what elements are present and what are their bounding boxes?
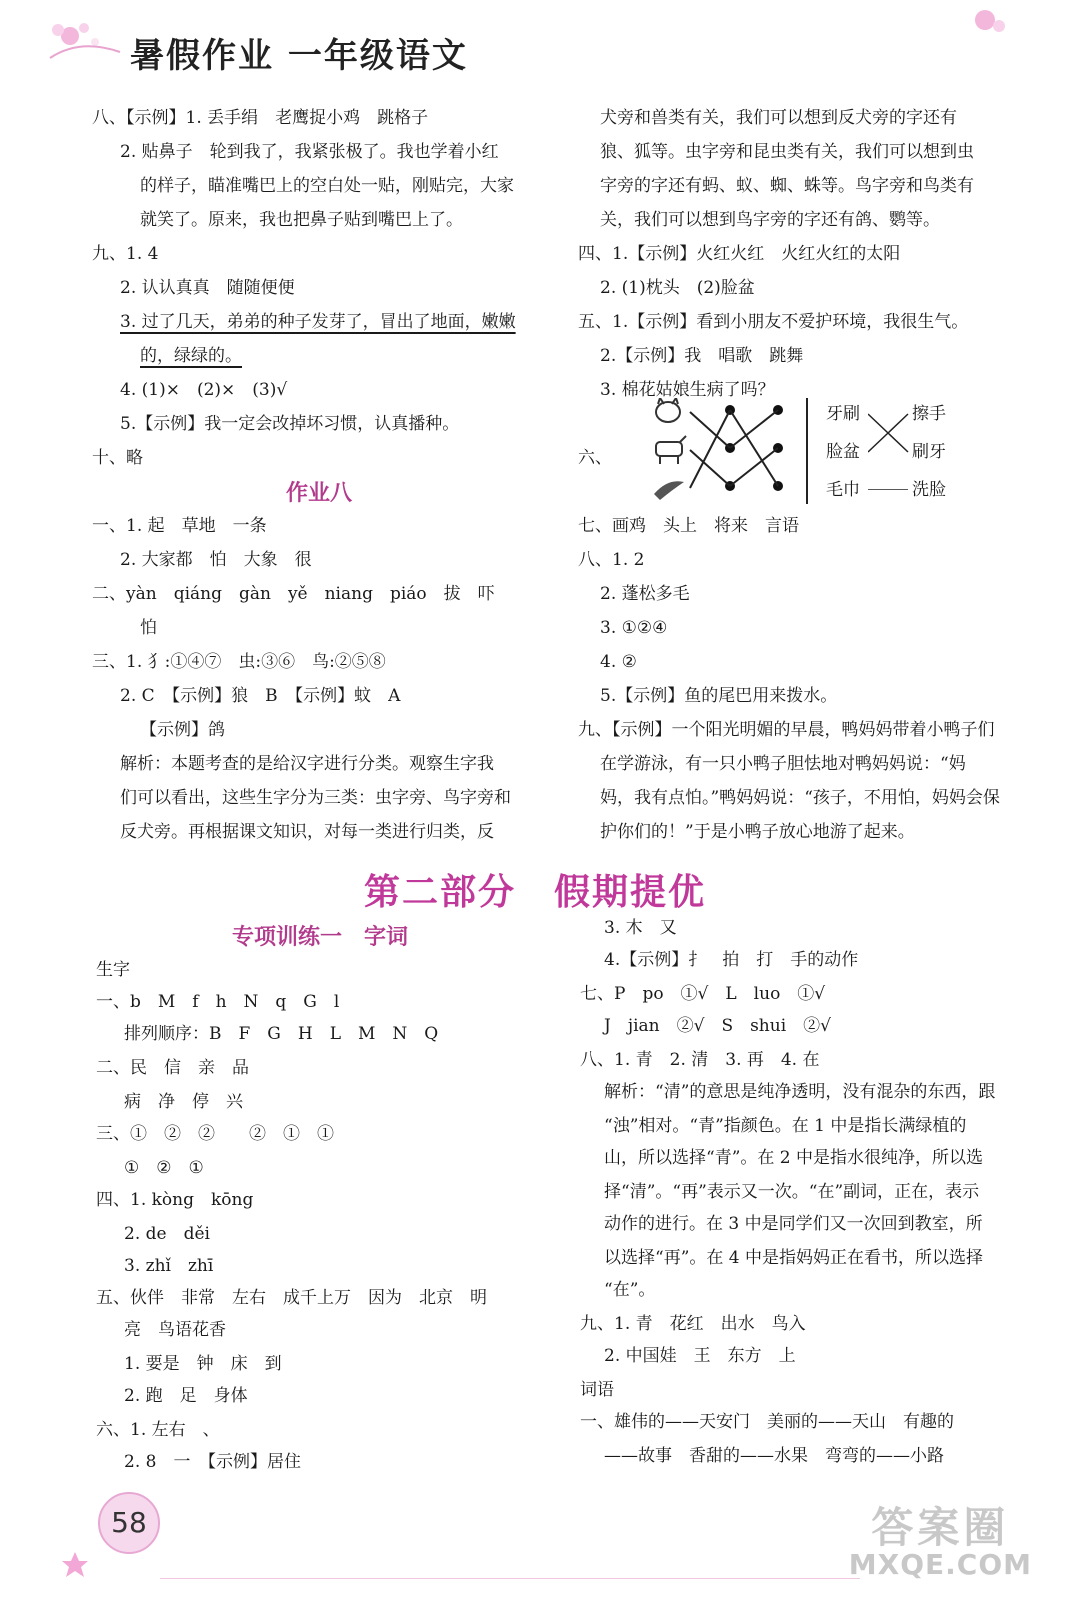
answer-line: 亮 鸟语花香 bbox=[124, 1320, 226, 1340]
answer-line-underlined: 的，绿绿的。 bbox=[140, 346, 242, 366]
answer-line: 二、民 信 亲 品 bbox=[96, 1058, 249, 1078]
answer-line: 六、1. 左右 、 bbox=[96, 1420, 220, 1440]
bird-icon bbox=[654, 481, 684, 500]
answer-line: 护你们的！”于是小鸭子放心地游了起来。 bbox=[600, 822, 915, 842]
answer-line: 2. (1)枕头 (2)脸盆 bbox=[600, 278, 755, 298]
answer-line: 2. de děi bbox=[124, 1224, 210, 1244]
analysis-line: 字旁的字还有蚂、蚁、蜘、蛛等。鸟字旁和鸟类有 bbox=[600, 176, 974, 196]
matching-diagram bbox=[650, 398, 800, 508]
star-decoration-icon bbox=[60, 1550, 90, 1580]
analysis-line: 关，我们可以想到鸟字旁的字还有鸽、鹦等。 bbox=[600, 210, 940, 230]
answer-line: 的样子，瞄准嘴巴上的空白处一贴，刚贴完，大家 bbox=[140, 176, 514, 196]
answer-line: 八、1. 青 2. 清 3. 再 4. 在 bbox=[580, 1050, 820, 1070]
answer-line: 四、1.【示例】火红火红 火红火红的太阳 bbox=[578, 244, 901, 264]
answer-line: 一、雄伟的——天安门 美丽的——天山 有趣的 bbox=[580, 1412, 954, 1432]
match-left-word: 牙刷 bbox=[826, 404, 860, 424]
answer-line: 3. zhǐ zhī bbox=[124, 1256, 214, 1276]
answer-line: 在学游泳，有一只小鸭子胆怯地对鸭妈妈说：“妈 bbox=[600, 754, 966, 774]
section-title-hw8: 作业八 bbox=[286, 480, 353, 506]
analysis-line: 犬旁和兽类有关，我们可以想到反犬旁的字还有 bbox=[600, 108, 957, 128]
answer-line: 2. 中国娃 王 东方 上 bbox=[604, 1346, 796, 1366]
answer-line: 九、1. 青 花红 出水 鸟入 bbox=[580, 1314, 806, 1334]
answer-line: 2. 贴鼻子 轮到我了，我紧张极了。我也学着小红 bbox=[120, 142, 499, 162]
analysis-line: 反犬旁。再根据课文知识，对每一类进行归类，反 bbox=[120, 822, 494, 842]
answer-line: 5.【示例】我一定会改掉坏习惯，认真播种。 bbox=[120, 414, 460, 434]
answer-line: 三、1. 犭:①④⑦ 虫:③⑥ 鸟:②⑤⑧ bbox=[92, 652, 386, 672]
answer-line: 九、1. 4 bbox=[92, 244, 159, 264]
answer-line: 三、① ② ② ② ① ① bbox=[96, 1124, 334, 1144]
answer-line: 病 净 停 兴 bbox=[124, 1092, 243, 1112]
match-right-word: 擦手 bbox=[912, 404, 946, 424]
answer-line: 2. C 【示例】狼 B 【示例】蚊 A bbox=[120, 686, 401, 706]
answer-line: 2. 蓬松多毛 bbox=[600, 584, 690, 604]
watermark bbox=[848, 1503, 1032, 1581]
answer-line: 一、b M f h N q G l bbox=[96, 992, 340, 1012]
watermark-text: 答案圈 bbox=[871, 1503, 1010, 1552]
analysis-line: 狼、狐等。虫字旁和昆虫类有关，我们可以想到虫 bbox=[600, 142, 974, 162]
header-corner-decoration bbox=[955, 4, 1015, 44]
analysis-line: 解析：“清”的意思是纯净透明，没有混杂的东西，跟 bbox=[604, 1082, 996, 1102]
answer-line: 妈，我有点怕。”鸭妈妈说：“孩子，不用怕，妈妈会保 bbox=[600, 788, 1000, 808]
analysis-line: 择“清”。“再”表示又一次。“在”副词，正在，表示 bbox=[604, 1182, 980, 1202]
part-two-title: 第二部分 假期提优 bbox=[363, 871, 706, 913]
answer-line: 4. (1)× (2)× (3)√ bbox=[120, 380, 288, 400]
footer-divider bbox=[160, 1578, 860, 1579]
answer-line: 一、1. 起 草地 一条 bbox=[92, 516, 267, 536]
answer-line: 五、伙伴 非常 左右 成千上万 因为 北京 明 bbox=[96, 1288, 487, 1308]
answer-line: 3. ①②④ bbox=[600, 618, 668, 638]
answer-line: 十、略 bbox=[92, 448, 143, 468]
watermark-url: MXQE.COM bbox=[848, 1548, 1032, 1581]
answer-line: 怕 bbox=[140, 618, 157, 638]
analysis-line: 解析：本题考查的是给汉字进行分类。观察生字我 bbox=[120, 754, 494, 774]
match-left-word: 脸盆 bbox=[826, 442, 860, 462]
match-right-word: 洗脸 bbox=[912, 480, 946, 500]
analysis-line: 山，所以选择“青”。在 2 中是指水很纯净，所以选 bbox=[604, 1148, 984, 1168]
match-left-word: 毛巾 bbox=[826, 480, 860, 500]
answer-line: 4.【示例】扌 拍 打 手的动作 bbox=[604, 950, 859, 970]
answer-line: 八、1. 2 bbox=[578, 550, 645, 570]
cow-icon bbox=[656, 436, 686, 464]
analysis-line: 动作的进行。在 3 中是同学们又一次回到教室，所 bbox=[604, 1214, 983, 1234]
answer-line: 3. 棉花姑娘生病了吗？ bbox=[600, 380, 775, 400]
answer-line: 2.【示例】我 唱歌 跳舞 bbox=[600, 346, 804, 366]
cat-icon bbox=[656, 398, 680, 422]
section-title-special: 专项训练一 字词 bbox=[232, 924, 409, 950]
match-word-lines bbox=[868, 410, 912, 490]
answer-line: 排列顺序：B F G H L M N Q bbox=[124, 1024, 439, 1044]
answer-line: 5.【示例】鱼的尾巴用来拨水。 bbox=[600, 686, 838, 706]
subheading: 生字 bbox=[96, 960, 130, 980]
subheading: 词语 bbox=[580, 1380, 614, 1400]
match-label: 六、 bbox=[578, 448, 612, 468]
answer-line: 2. 8 一 【示例】居住 bbox=[124, 1452, 301, 1472]
analysis-line: “浊”相对。“青”指颜色。在 1 中是指长满绿植的 bbox=[604, 1116, 967, 1136]
answer-line: 4. ② bbox=[600, 652, 637, 672]
answer-line: 2. 跑 足 身体 bbox=[124, 1386, 248, 1406]
analysis-line: 以选择“再”。在 4 中是指妈妈正在看书，所以选择 bbox=[604, 1248, 984, 1268]
answer-line: 【示例】鸽 bbox=[140, 720, 225, 740]
answer-line: 五、1.【示例】看到小朋友不爱护环境，我很生气。 bbox=[578, 312, 969, 332]
header-flower-decoration bbox=[40, 8, 130, 68]
page-header-title: 暑假作业 一年级语文 bbox=[130, 36, 468, 76]
match-right-word: 刷牙 bbox=[912, 442, 946, 462]
answer-line: 八、【示例】1. 丢手绢 老鹰捉小鸡 跳格子 bbox=[92, 108, 429, 128]
page-number: 58 bbox=[98, 1492, 160, 1554]
answer-line: ① ② ① bbox=[124, 1158, 204, 1178]
answer-line: 九、【示例】一个阳光明媚的早晨，鸭妈妈带着小鸭子们 bbox=[578, 720, 995, 740]
analysis-line: 们可以看出，这些生字分为三类：虫字旁、鸟字旁和 bbox=[120, 788, 511, 808]
answer-line: 二、yàn qiáng gàn yě niang piáo 拔 吓 bbox=[92, 584, 495, 604]
match-divider bbox=[806, 398, 808, 504]
answer-line: 2. 认认真真 随随便便 bbox=[120, 278, 295, 298]
answer-line: ——故事 香甜的——水果 弯弯的——小路 bbox=[604, 1446, 944, 1466]
answer-line: 七、画鸡 头上 将来 言语 bbox=[578, 516, 799, 536]
answer-line: 1. 要是 钟 床 到 bbox=[124, 1354, 282, 1374]
answer-line: J jian ②√ S shui ②√ bbox=[604, 1016, 831, 1036]
answer-line-underlined: 3. 过了几天，弟弟的种子发芽了，冒出了地面，嫩嫩 bbox=[120, 312, 516, 332]
answer-line: 四、1. kòng kōng bbox=[96, 1190, 254, 1210]
answer-line: 3. 木 又 bbox=[604, 918, 677, 938]
answer-line: 就笑了。原来，我也把鼻子贴到嘴巴上了。 bbox=[140, 210, 463, 230]
analysis-line: “在”。 bbox=[604, 1280, 656, 1300]
answer-line: 七、P po ①√ L luo ①√ bbox=[580, 984, 826, 1004]
answer-line: 2. 大家都 怕 大象 很 bbox=[120, 550, 312, 570]
